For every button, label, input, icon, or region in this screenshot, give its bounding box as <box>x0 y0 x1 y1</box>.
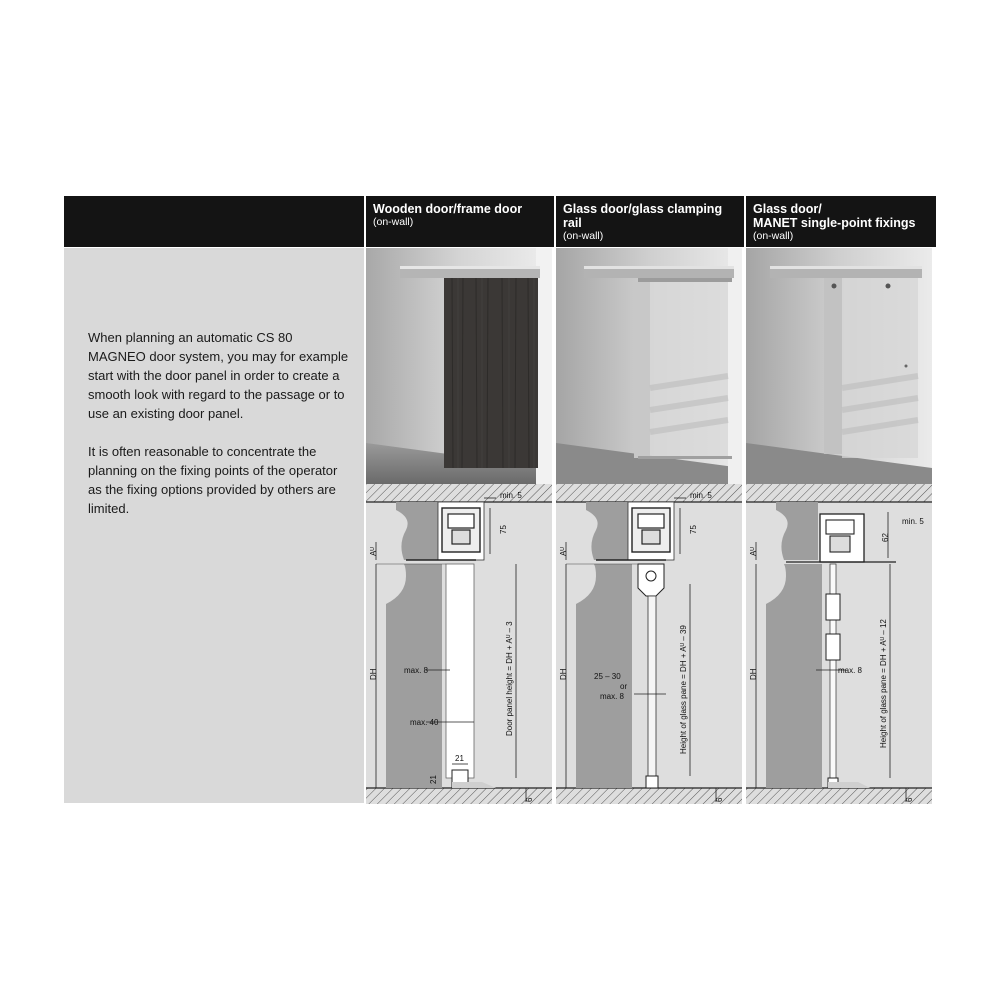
dim-range-25-30: 25 – 30 <box>594 672 621 681</box>
dim-glass-pane-height: Height of glass pane = DH + Aᵁ – 12 <box>879 619 888 748</box>
dim-75: 75 <box>689 525 698 534</box>
dim-max40: max. 40 <box>410 718 439 727</box>
column-title-line2: MANET single-point fixings <box>753 216 916 230</box>
intro-paragraph-1: When planning an automatic CS 80 MAGNEO door system, you may for example start with the door panel in order to create a smooth look with regard to the passage or to use an existing door panel. <box>88 330 349 421</box>
column-title: Glass door/glass clamping rail <box>563 202 723 230</box>
dim-6: 6 <box>715 797 724 802</box>
column-header-glass-manet <box>746 196 936 247</box>
dim-75: 75 <box>499 525 508 534</box>
dim-max8: max. 8 <box>838 666 863 675</box>
dim-max8: max. 8 <box>404 666 429 675</box>
column-subtitle: (on-wall) <box>563 230 604 242</box>
dim-door-panel-height: Door panel height = DH + Aᵁ – 3 <box>505 621 514 736</box>
photo-glass-clamping <box>556 248 742 484</box>
dim-width21: 21 <box>455 754 464 763</box>
dim-au: Aᵁ <box>559 547 568 556</box>
photo-glass-manet <box>746 248 932 484</box>
dim-dh: DH <box>749 668 758 680</box>
intro-paragraph-2: It is often reasonable to concentrate the planning on the fixing points of the operator as the fixing options provided by others are limited. <box>88 444 338 516</box>
column-subtitle: (on-wall) <box>373 216 414 228</box>
dim-or: or <box>620 682 628 691</box>
dim-max8: max. 8 <box>600 692 625 701</box>
dim-au: Aᵁ <box>369 547 378 556</box>
dim-au: Aᵁ <box>749 547 758 556</box>
dim-height21: 21 <box>429 775 438 784</box>
dim-min5: min. 5 <box>500 491 522 500</box>
column-subtitle: (on-wall) <box>753 230 794 242</box>
drawing-wooden-door <box>366 484 552 804</box>
photo-wooden-door <box>366 248 552 484</box>
dim-dh: DH <box>369 668 378 680</box>
dim-min5: min. 5 <box>690 491 712 500</box>
column-title: Wooden door/frame door <box>373 202 523 216</box>
dim-6: 6 <box>525 797 534 802</box>
column-header-glass-clamping <box>556 196 744 247</box>
column-title-line1: Glass door/ <box>753 202 822 216</box>
dim-62: 62 <box>881 533 890 542</box>
dim-glass-pane-height: Height of glass pane = DH + Aᵁ – 39 <box>679 625 688 754</box>
intro-text <box>88 328 353 537</box>
drawing-glass-clamping <box>556 484 742 804</box>
column-header-wooden-door <box>366 196 554 247</box>
dim-6: 6 <box>905 797 914 802</box>
drawing-glass-manet <box>746 484 932 804</box>
header-bar-left <box>64 196 364 247</box>
dim-dh: DH <box>559 668 568 680</box>
dim-min5: min. 5 <box>902 517 924 526</box>
